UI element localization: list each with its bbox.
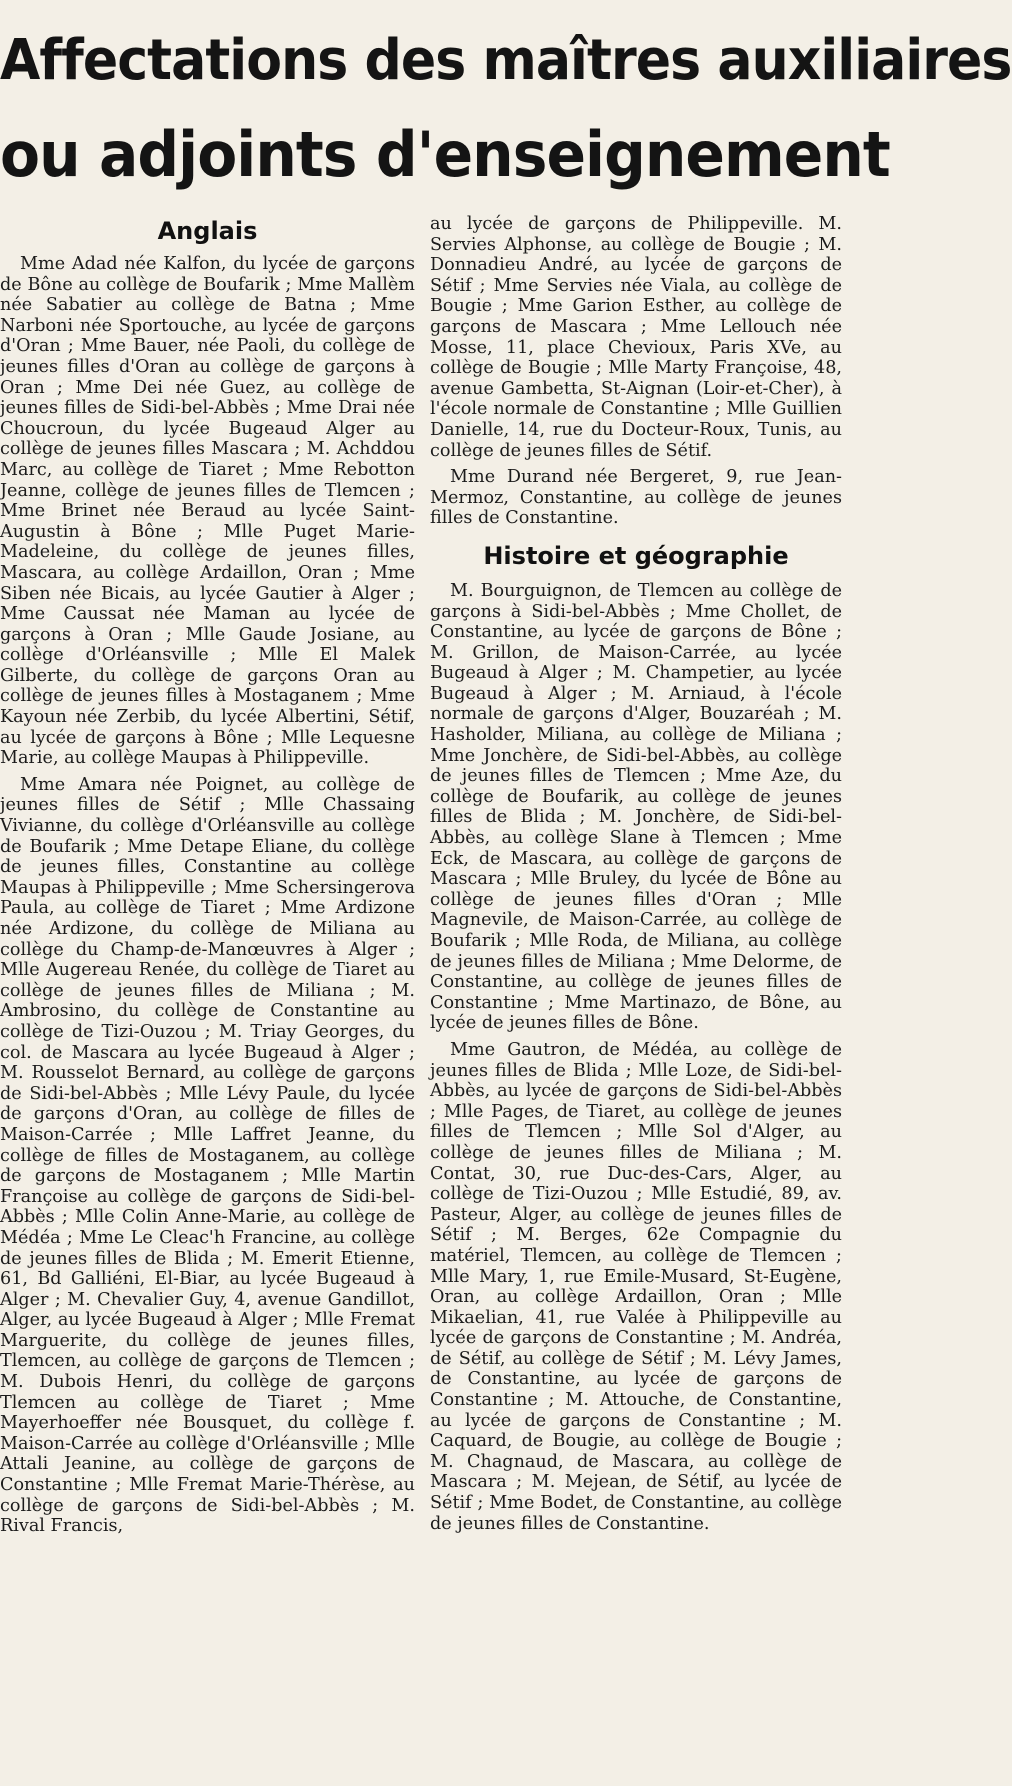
paragraph: Mme Amara née Poignet, au collège de jeunes filles de Sétif ; Mlle Chassaing Vivianne, du collège d'Orléansville au collège de Boufarik ; Mme Detape Eliane, du collège de jeunes filles, Constantine au collège Maupas à Philippeville ; Mme Schersingerova Paula, au collège de Tiaret ; Mme Ardizone née Ardizone, du collège de Miliana au collège du Champ-de-Manœuvres à Alger ; Mlle Augereau Renée, du collège de Tiaret au collège de jeunes filles de Miliana ; M. Ambrosino, du collège de Constantine au collège de Tizi-Ouzou ; M. Triay Georges, du col. de Mascara au lycée Bugeaud à Alger ; M. Rousselot Bernard, au collège de garçons de Sidi-bel-Abbès ; Mlle Lévy Paule, du lycée de garçons d'Oran, au collège de filles de Maison-Carrée ; Mlle Laffret Jeanne, du collège de filles de Mostaganem, au collège de garçons de Mostaganem ; Mlle Martin Françoise au collège de garçons de Sidi-bel-Abbès ; Mlle Colin Anne-Marie, au collège de Médéa ; Mme Le Cleac'h Francine, au collège de jeunes filles de Blida ; M. Emerit Etienne, 61, Bd Galliéni, El-Biar, au lycée Bugeaud à Alger ; M. Chevalier Guy, 4, avenue Gandillot, Alger, au lycée Bugeaud à Alger ; Mlle Fremat Marguerite, du collège de jeunes filles, Tlemcen, au collège de garçons de Tlemcen ; M. Dubois Henri, du collège de garçons Tlemcen au collège de Tiaret ; Mme Mayerhoeffer née Bousquet, du collège f. Maison-Carrée au collège d'Orléansville ; Mlle Attali Jeanine, au collège de garçons de Constantine ; Mlle Fremat Marie-Thérèse, au collège de garçons de Sidi-bel-Abbès ; M. Rival Francis, [0, 774, 415, 1537]
section-title-anglais: Anglais [157, 217, 258, 245]
paragraph: Mme Durand née Bergeret, 9, rue Jean-Mermoz, Constantine, au collège de jeunes filles de Constantine. [430, 467, 842, 529]
right-column [430, 214, 842, 1776]
left-column [0, 212, 415, 1776]
section-title-histoire-geographie: Histoire et géographie [483, 541, 789, 570]
headline-line-1: Affectations des maîtres auxiliaires [0, 28, 1012, 93]
paragraph: Mme Adad née Kalfon, du lycée de garçons de Bône au collège de Boufarik ; Mme Mallèm née Sabatier au collège de Batna ; Mme Narboni née Sportouche, au lycée de garçons d'Oran ; Mme Bauer, née Paoli, du collège de jeunes filles d'Oran au collège de garçons à Oran ; Mme Dei née Guez, au collège de jeunes filles de Sidi-bel-Abbès ; Mme Drai née Choucroun, du lycée Bugeaud Alger au collège de jeunes filles Mascara ; M. Achddou Marc, au collège de Tiaret ; Mme Rebotton Jeanne, collège de jeunes filles de Tlemcen ; Mme Brinet née Beraud au lycée Saint-Augustin à Bône ; Mlle Puget Marie-Madeleine, du collège de jeunes filles, Mascara, au collège Ardaillon, Oran ; Mme Siben née Bicais, au lycée Gautier à Alger ; Mme Caussat née Maman au lycée de garçons à Oran ; Mlle Gaude Josiane, au collège d'Orléansville ; Mlle El Malek Gilberte, du collège de garçons Oran au collège de jeunes filles à Mostaganem ; Mme Kayoun née Zerbib, du lycée Albertini, Sétif, au lycée de garçons à Bône ; Mlle Lequesne Marie, au collège Maupas à Philippeville. [0, 254, 415, 769]
paragraph: Mme Gautron, de Médéa, au collège de jeunes filles de Blida ; Mlle Loze, de Sidi-bel-Abbès, au lycée de garçons de Sidi-bel-Abbès ; Mlle Pages, de Tiaret, au collège de jeunes filles de Tlemcen ; Mlle Sol d'Alger, au collège de jeunes filles de Miliana ; M. Contat, 30, rue Duc-des-Cars, Alger, au collège de Tizi-Ouzou ; Mlle Estudié, 89, av. Pasteur, Alger, au collège de jeunes filles de Sétif ; M. Berges, 62e Compagnie du matériel, Tlemcen, au collège de Tlemcen ; Mlle Mary, 1, rue Emile-Musard, St-Eugène, Oran, au collège Ardaillon, Oran ; Mlle Mikaelian, 41, rue Valée à Philippeville au lycée de garçons de Constantine ; M. Andréa, de Sétif, au collège de Sétif ; M. Lévy James, de Constantine, au lycée de garçons de Constantine ; M. Attouche, de Constantine, au lycée de garçons de Constantine ; M. Caquard, de Bougie, au collège de Bougie ; M. Chagnaud, de Mascara, au collège de Mascara ; M. Mejean, de Sétif, au lycée de Sétif ; Mme Bodet, de Constantine, au collège de jeunes filles de Constantine. [430, 1039, 842, 1534]
paragraph: M. Bourguignon, de Tlemcen au collège de garçons à Sidi-bel-Abbès ; Mme Chollet, de Constantine, au lycée de garçons de Bône ; M. Grillon, de Maison-Carrée, au lycée Bugeaud à Alger ; M. Champetier, au lycée Bugeaud à Alger ; M. Arniaud, à l'école normale de garçons d'Alger, Bouzaréah ; M. Hasholder, Miliana, au collège de Miliana ; Mme Jonchère, de Sidi-bel-Abbès, au collège de jeunes filles de Tlemcen ; Mme Aze, du collège de Boufarik, au collège de jeunes filles de Blida ; M. Jonchère, de Sidi-bel-Abbès, au collège Slane à Tlemcen ; Mme Eck, de Mascara, au collège de garçons de Mascara ; Mlle Bruley, du lycée de Bône au collège de jeunes filles d'Oran ; Mlle Magnevile, de Maison-Carrée, au collège de Boufarik ; Mlle Roda, de Miliana, au collège de jeunes filles de Miliana ; Mme Delorme, de Constantine, au collège de jeunes filles de Constantine ; Mme Martinazo, de Bône, au lycée de jeunes filles de Bône. [430, 580, 842, 1034]
paragraph: au lycée de garçons de Philippeville. M. Servies Alphonse, au collège de Bougie ; M. Donnadieu André, au lycée de garçons de Sétif ; Mme Servies née Viala, au collège de Bougie ; Mme Garion Esther, au collège de garçons de Mascara ; Mme Lellouch née Mosse, 11, place Chevioux, Paris XVe, au collège de Bougie ; Mlle Marty Françoise, 48, avenue Gambetta, St-Aignan (Loir-et-Cher), à l'école normale de Constantine ; Mlle Guillien Danielle, 14, rue du Docteur-Roux, Tunis, au collège de jeunes filles de Sétif. [430, 214, 842, 461]
headline-line-2: ou adjoints d'enseignement [0, 118, 890, 191]
